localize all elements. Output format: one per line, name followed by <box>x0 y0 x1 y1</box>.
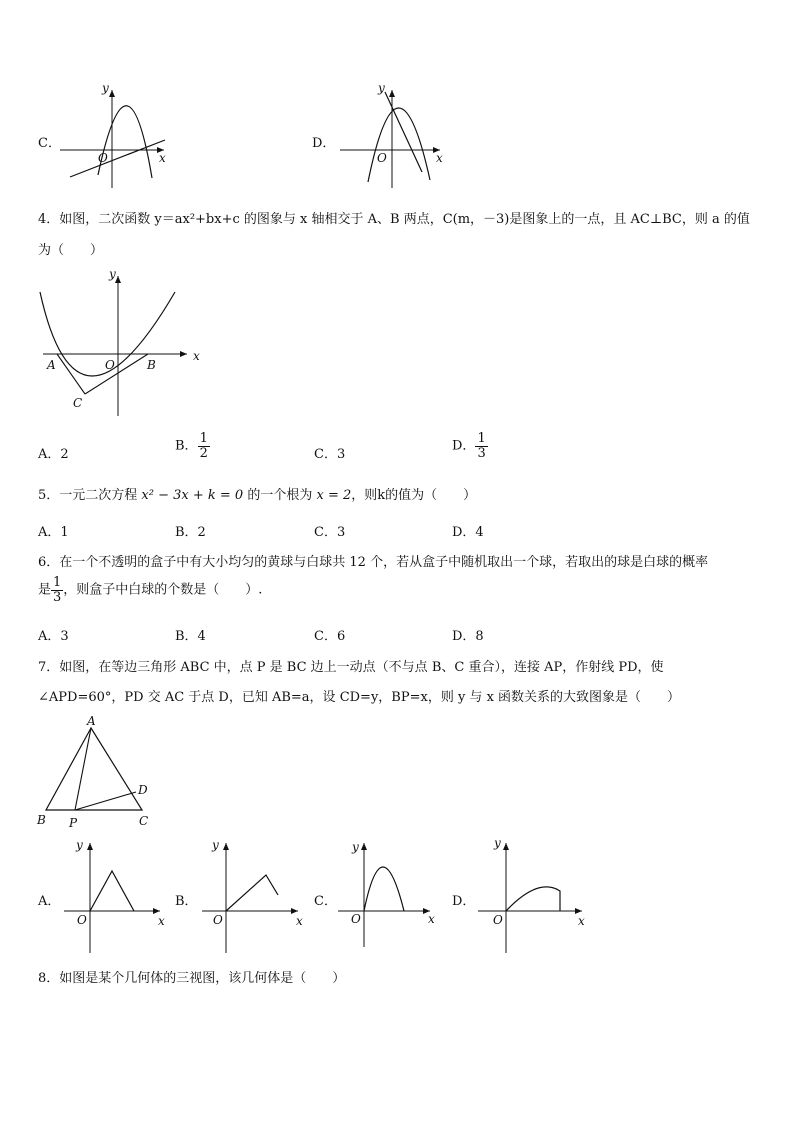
q5-prefix: 5．一元二次方程 <box>38 488 138 503</box>
q6-fraction-denominator: 3 <box>53 589 62 605</box>
q3c-axis-y: y <box>102 81 109 95</box>
q6-option-b: B．4 <box>175 629 206 644</box>
q7b-axis-y: y <box>212 838 219 852</box>
q4-axis-x: x <box>193 349 200 363</box>
q6-line2-prefix: 是 <box>38 582 52 598</box>
q7-point-d: D <box>138 783 148 797</box>
q4-option-a: A．2 <box>38 447 69 462</box>
q4-option-d-numerator: 1 <box>477 431 486 446</box>
q3c-axis-x: x <box>159 151 166 165</box>
q3-option-c-graph <box>60 80 175 192</box>
q4-text-line1: 4．如图，二次函数 y＝ax²+bx+c 的图象与 x 轴相交于 A、B 两点，C(m，－3)是图象上的一点，且 AC⊥BC，则 a 的值 <box>38 212 750 227</box>
q7d-axis-x: x <box>578 914 585 928</box>
q4-option-b-numerator: 1 <box>199 431 208 446</box>
q4-text-line2: 为（ ） <box>38 243 104 258</box>
q5-equation: x² − 3x + k = 0 <box>141 488 244 503</box>
q7a-axis-y: y <box>76 838 83 852</box>
q7-point-c: C <box>139 814 149 828</box>
q3-option-c-label: C． <box>38 136 61 151</box>
q7-text-line2: ∠APD=60°，PD 交 AC 于点 D，已知 AB=a，设 CD=y，BP=x，则 y 与 x 函数关系的大致图象是（ ） <box>38 690 681 705</box>
q6-text-line1: 6．在一个不透明的盒子中有大小均匀的黄球与白球共 12 个，若从盒子中随机取出一个球，若取出的球是白球的概率 <box>38 555 709 570</box>
q8-text-line1: 8．如图是某个几何体的三视图，该几何体是（ ） <box>38 971 346 986</box>
q7-point-p: P <box>69 816 78 830</box>
q4-origin: O <box>105 358 115 372</box>
q7-option-b-label: B． <box>175 894 198 909</box>
q5-question <box>38 484 476 503</box>
q7-text-line1: 7．如图，在等边三角形 ABC 中，点 P 是 BC 边上一动点（不与点 B、C 重合），连接 AP，作射线 PD，使 <box>38 660 664 675</box>
q7-option-d-label: D． <box>452 894 476 909</box>
q7b-origin: O <box>213 913 223 927</box>
q6-fraction-numerator: 1 <box>53 575 62 590</box>
q6-text-line2 <box>38 576 262 604</box>
q6-fraction <box>51 576 63 604</box>
q5-option-c: C．3 <box>314 525 346 540</box>
q3d-axis-y: y <box>378 81 385 95</box>
q7-option-a-label: A． <box>38 894 61 909</box>
q5-mid: 的一个根为 <box>247 488 313 503</box>
q7-option-c-graph <box>336 835 446 955</box>
q7a-origin: O <box>77 913 87 927</box>
q7-option-a-graph <box>62 835 172 955</box>
q7c-origin: O <box>351 912 361 926</box>
q5-option-a: A．1 <box>38 525 69 540</box>
q5-root: x = 2 <box>316 488 352 503</box>
q7-option-b-graph <box>200 835 310 955</box>
q7-option-d-graph <box>476 835 596 955</box>
q4-point-b: B <box>147 358 156 372</box>
q4-axis-y: y <box>109 267 116 281</box>
q5-suffix: ，则k的值为（ ） <box>351 488 477 503</box>
q7-triangle-figure <box>35 712 165 830</box>
q4-option-b-label: B． <box>175 438 198 454</box>
q6-option-a: A．3 <box>38 629 69 644</box>
q5-option-b: B．2 <box>175 525 206 540</box>
q4-point-a: A <box>47 358 56 372</box>
q7-option-c-label: C． <box>314 894 337 909</box>
q4-option-c: C．3 <box>314 447 346 462</box>
q4-point-c: C <box>73 396 83 410</box>
q4-option-d-fraction <box>475 432 487 460</box>
q7b-axis-x: x <box>296 914 303 928</box>
q6-line2-suffix: ，则盒子中白球的个数是（ ）. <box>63 582 263 598</box>
q6-option-c: C．6 <box>314 629 346 644</box>
q3d-axis-x: x <box>436 151 443 165</box>
q7a-axis-x: x <box>158 914 165 928</box>
q5-option-d: D．4 <box>452 525 484 540</box>
q4-option-d-denominator: 3 <box>477 445 486 461</box>
q7-point-b: B <box>37 813 46 827</box>
q4-option-b-fraction <box>198 432 210 460</box>
q3-option-d-graph <box>340 80 455 192</box>
q4-option-b-denominator: 2 <box>199 445 208 461</box>
q6-option-d: D．8 <box>452 629 484 644</box>
q3d-origin: O <box>377 151 387 165</box>
q4-option-d <box>452 432 488 460</box>
q7c-axis-y: y <box>352 840 359 854</box>
q4-option-b <box>175 432 210 460</box>
q4-figure <box>35 267 205 420</box>
q4-option-d-label: D． <box>452 438 476 454</box>
q7-point-a: A <box>87 714 96 728</box>
q3c-origin: O <box>98 151 108 165</box>
q7d-axis-y: y <box>494 836 501 850</box>
q3-option-d-label: D． <box>312 136 336 151</box>
q7c-axis-x: x <box>428 912 435 926</box>
q7d-origin: O <box>493 913 503 927</box>
